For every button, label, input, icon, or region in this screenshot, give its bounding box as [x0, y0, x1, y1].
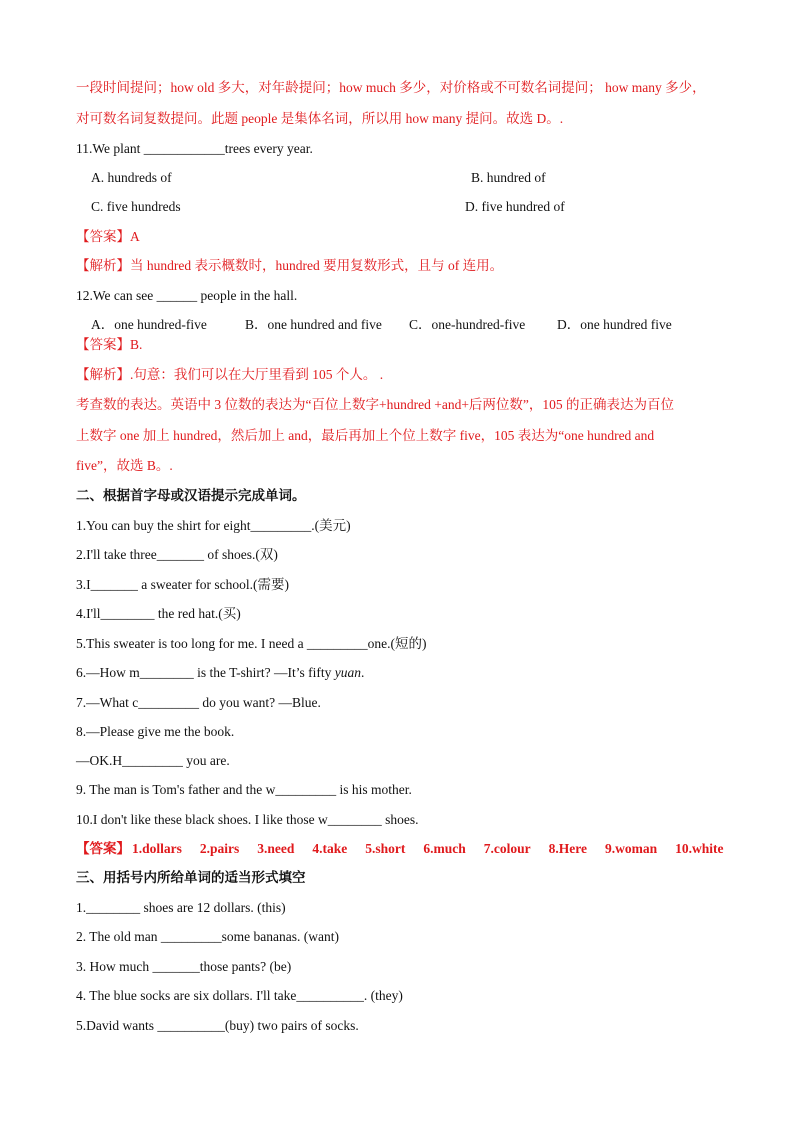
s2-answer-5: 5.short — [365, 841, 406, 856]
s2-item-6-end: . — [361, 665, 365, 680]
q11-analysis — [76, 257, 503, 275]
analysis-label: 【解析】 — [76, 367, 130, 382]
q12-analysis-line-2: 考查数的表达。英语中 3 位数的表达为“百位上数字+hundred +and+后两位数”，105 的正确表达为百位 — [76, 397, 675, 412]
q12-answer-value: B. — [130, 337, 143, 352]
s2-answer-10: 10.white — [675, 841, 724, 856]
s2-answer-7: 7.colour — [483, 841, 531, 856]
q12-analysis — [76, 366, 383, 384]
s2-answer-3: 3.need — [257, 841, 295, 856]
s2-item-7: 7.—What c_________ do you want? —Blue. — [76, 695, 321, 710]
q12-option-c: C．one-hundred-five — [409, 317, 526, 332]
s3-item-4: 4. The blue socks are six dollars. I'll take__________. (they) — [76, 988, 403, 1003]
s2-item-8: 8.—Please give me the book. — [76, 724, 235, 739]
q11-stem: 11.We plant ____________trees every year. — [76, 141, 313, 156]
s2-item-6-italic: yuan — [334, 665, 361, 680]
answer-label: 【答案】 — [76, 229, 130, 244]
analysis-label: 【解析】 — [76, 258, 130, 273]
s2-answer-8: 8.Here — [548, 841, 588, 856]
s2-answers — [76, 840, 742, 858]
section-2-title: 二、根据首字母或汉语提示完成单词。 — [76, 488, 306, 503]
q11-analysis-text: 当 hundred 表示概数时，hundred 要用复数形式，且与 of 连用。 — [130, 258, 504, 273]
s2-answer-6: 6.much — [423, 841, 466, 856]
q12-option-a: A．one hundred-five — [91, 317, 207, 332]
s2-answer-4: 4.take — [312, 841, 348, 856]
intro-line-2: 对可数名词复数提问。此题 people 是集体名词，所以用 how many 提问。故选 D。. — [76, 111, 564, 126]
intro-line-1: 一段时间提问；how old 多大，对年龄提问；how much 多少，对价格或不可数名词提问； how many 多少， — [76, 80, 706, 95]
s3-item-3: 3. How much _______those pants? (be) — [76, 959, 292, 974]
s2-item-4: 4.I'll________ the red hat.(买) — [76, 606, 241, 621]
q12-stem: 12.We can see ______ people in the hall. — [76, 288, 298, 303]
s2-item-1: 1.You can buy the shirt for eight_________.(美元) — [76, 518, 351, 533]
q11-answer — [76, 228, 140, 246]
s3-item-2: 2. The old man _________some bananas. (want) — [76, 929, 339, 944]
q12-answer — [76, 336, 142, 354]
section-3-title: 三、用括号内所给单词的适当形式填空 — [76, 870, 306, 885]
q12-analysis-line-3: 上数字 one 加上 hundred，然后加上 and，最后再加上个位上数字 five，105 表达为“one hundred and — [76, 428, 655, 443]
s2-item-2: 2.I'll take three_______ of shoes.(双) — [76, 547, 278, 562]
answer-label: 【答案】 — [76, 337, 130, 352]
q12-analysis-line-4: five”，故选 B。. — [76, 458, 173, 473]
q11-option-d: D. five hundred of — [465, 199, 565, 214]
s2-answer-1: 1.dollars — [132, 841, 182, 856]
s3-item-1: 1.________ shoes are 12 dollars. (this) — [76, 900, 286, 915]
s2-item-6-text: 6.—How m________ is the T-shirt? —It’s fifty — [76, 665, 335, 680]
q11-option-c: C. five hundreds — [91, 199, 181, 214]
s3-item-5: 5.David wants __________(buy) two pairs of socks. — [76, 1018, 359, 1033]
s2-item-9: 9. The man is Tom's father and the w_________ is his mother. — [76, 782, 412, 797]
s2-item-5: 5.This sweater is too long for me. I need a _________one.(短的) — [76, 636, 427, 651]
q12-option-d: D．one hundred five — [557, 317, 672, 332]
q12-analysis-text-1: .句意：我们可以在大厅里看到 105 个人。 . — [130, 367, 384, 382]
s2-item-3: 3.I_______ a sweater for school.(需要) — [76, 577, 289, 592]
s2-item-10: 10.I don't like these black shoes. I like those w________ shoes. — [76, 812, 419, 827]
q11-answer-value: A — [130, 229, 140, 244]
q11-option-b: B. hundred of — [471, 170, 546, 185]
q11-option-a: A. hundreds of — [91, 170, 172, 185]
s2-answer-2: 2.pairs — [199, 841, 240, 856]
s2-item-6 — [76, 664, 364, 682]
q12-option-b: B．one hundred and five — [245, 317, 382, 332]
s2-answer-9: 9.woman — [605, 841, 658, 856]
answer-label: 【答案】 — [76, 841, 130, 856]
s2-item-8b: —OK.H_________ you are. — [76, 753, 230, 768]
